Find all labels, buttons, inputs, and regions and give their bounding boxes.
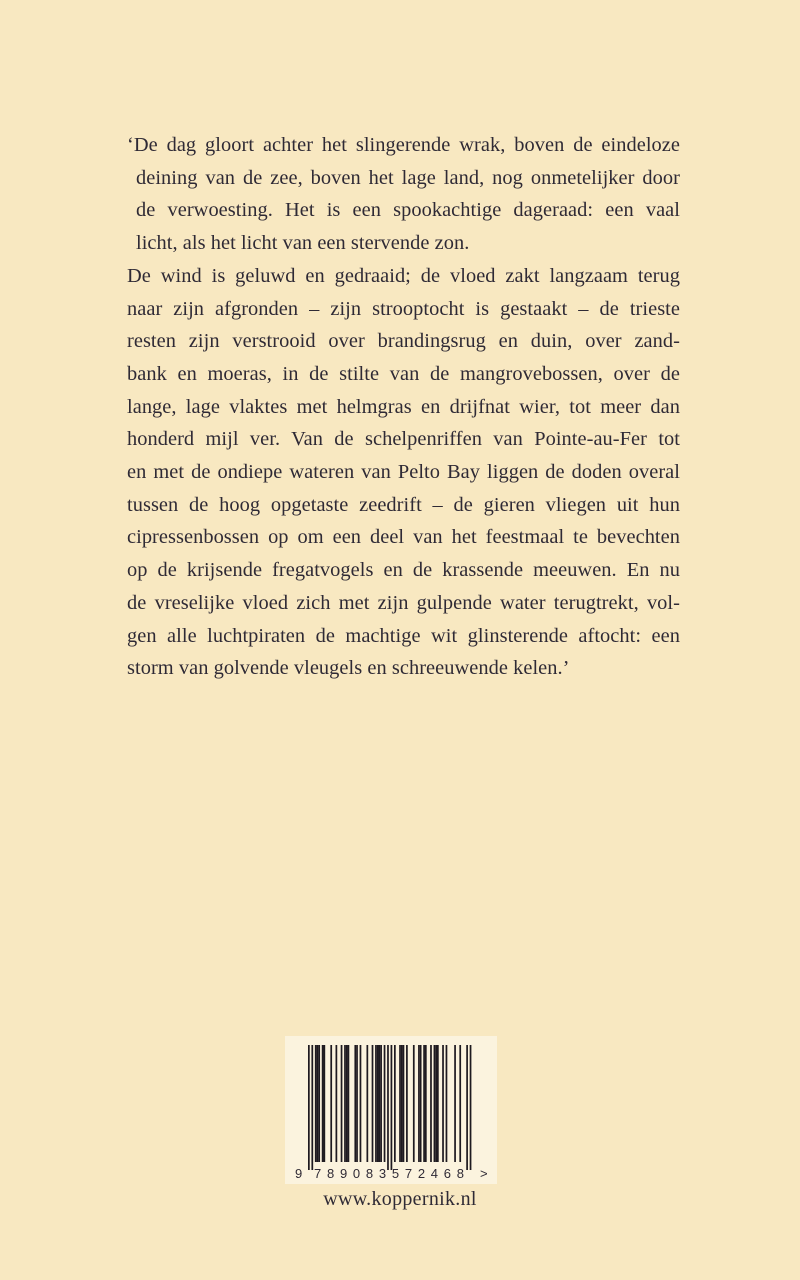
barcode-bar — [391, 1045, 393, 1170]
barcode-bar — [380, 1045, 382, 1162]
barcode-bar — [311, 1045, 313, 1170]
quote-line: gen alle luchtpiraten de machtige wit glinsterende aftocht: een — [127, 624, 680, 647]
barcode-bar — [308, 1045, 310, 1170]
quote-line: De wind is geluwd en gedraaid; de vloed zakt langzaam terug — [127, 264, 680, 287]
barcode-bar — [454, 1045, 456, 1162]
barcode-bar — [336, 1045, 338, 1162]
barcode-bar — [425, 1045, 427, 1162]
barcode-bar — [399, 1045, 401, 1162]
barcode-bar — [459, 1045, 461, 1162]
barcode-bar — [406, 1045, 408, 1162]
barcode-bar — [387, 1045, 389, 1170]
barcode-bar — [372, 1045, 374, 1162]
quote-line: storm van golvende vleugels en schreeuwende kelen.’ — [127, 657, 570, 680]
barcode-bar — [330, 1045, 332, 1162]
barcode-digits: 789083572468 — [314, 1166, 464, 1181]
quote-line: de verwoesting. Het is een spookachtige dageraad: een vaal — [136, 199, 680, 222]
barcode-bar — [348, 1045, 350, 1162]
quote-line: resten zijn verstrooid over brandingsrug en duin, over zand- — [127, 330, 680, 353]
barcode-bar — [420, 1045, 422, 1162]
quote-line: deining van de zee, boven het lage land, nog onmetelijker door — [136, 166, 680, 189]
quote-line: de vreselijke vloed zich met zijn gulpende water terugtrekt, vol- — [127, 591, 680, 614]
barcode-bar — [401, 1045, 403, 1162]
barcode-bar — [403, 1045, 405, 1162]
barcode-bar — [423, 1045, 425, 1162]
barcode-bar — [346, 1045, 348, 1162]
barcode-bar — [430, 1045, 432, 1162]
quote-line: cipressenbossen op om een deel van het feestmaal te bevechten — [127, 526, 680, 549]
barcode-bar — [377, 1045, 379, 1162]
barcode-bar — [394, 1045, 396, 1162]
quote-line: lange, lage vlaktes met helmgras en drijfnat wier, tot meer dan — [127, 395, 680, 418]
barcode-bar — [384, 1045, 386, 1162]
quote-line: tussen de hoog opgetaste zeedrift – de gieren vliegen uit hun — [127, 493, 680, 516]
barcode-bar — [437, 1045, 439, 1162]
barcode-bar — [446, 1045, 448, 1162]
barcode-bar — [322, 1045, 324, 1162]
barcode-bar — [435, 1045, 437, 1162]
quote-line: honderd mijl ver. Van de schelpenriffen van Pointe-au-Fer tot — [127, 428, 680, 451]
barcode-bar — [413, 1045, 415, 1162]
barcode-lead-digit: 9 — [295, 1166, 303, 1181]
barcode-bar — [323, 1045, 325, 1162]
barcode-graphic — [285, 1036, 497, 1184]
barcode-bar — [317, 1045, 319, 1162]
barcode-bar — [360, 1045, 362, 1162]
barcode-bar — [470, 1045, 472, 1170]
barcode-bar — [379, 1045, 381, 1162]
isbn-barcode — [285, 1036, 497, 1184]
publisher-website: www.koppernik.nl — [323, 1188, 477, 1210]
barcode-bar — [466, 1045, 468, 1170]
barcode-bar — [344, 1045, 346, 1162]
barcode-bar — [375, 1045, 377, 1162]
barcode-bar — [354, 1045, 356, 1162]
barcode-bar — [434, 1045, 436, 1162]
quote-line: bank en moeras, in de stilte van de mangrovebossen, over de — [127, 362, 680, 385]
barcode-bar — [418, 1045, 420, 1162]
barcode-bar — [442, 1045, 444, 1162]
barcode-bar — [341, 1045, 343, 1162]
barcode-bar — [356, 1045, 358, 1162]
quote-line: naar zijn afgronden – zijn strooptocht is gestaakt – de trieste — [127, 297, 680, 320]
barcode-bar — [366, 1045, 368, 1162]
back-cover-quote — [127, 129, 680, 685]
barcode-bar — [318, 1045, 320, 1162]
quote-line: licht, als het licht van een stervende zon. — [136, 232, 470, 255]
quote-line: op de krijsende fregatvogels en de krassende meeuwen. En nu — [127, 559, 680, 582]
quote-line: en met de ondiepe wateren van Pelto Bay liggen de doden overal — [127, 461, 680, 484]
barcode-bars — [308, 1045, 471, 1170]
quote-line: ‘De dag gloort achter het slingerende wrak, boven de eindeloze — [127, 134, 680, 156]
barcode-bar — [315, 1045, 317, 1162]
barcode-trailer: > — [480, 1166, 488, 1181]
